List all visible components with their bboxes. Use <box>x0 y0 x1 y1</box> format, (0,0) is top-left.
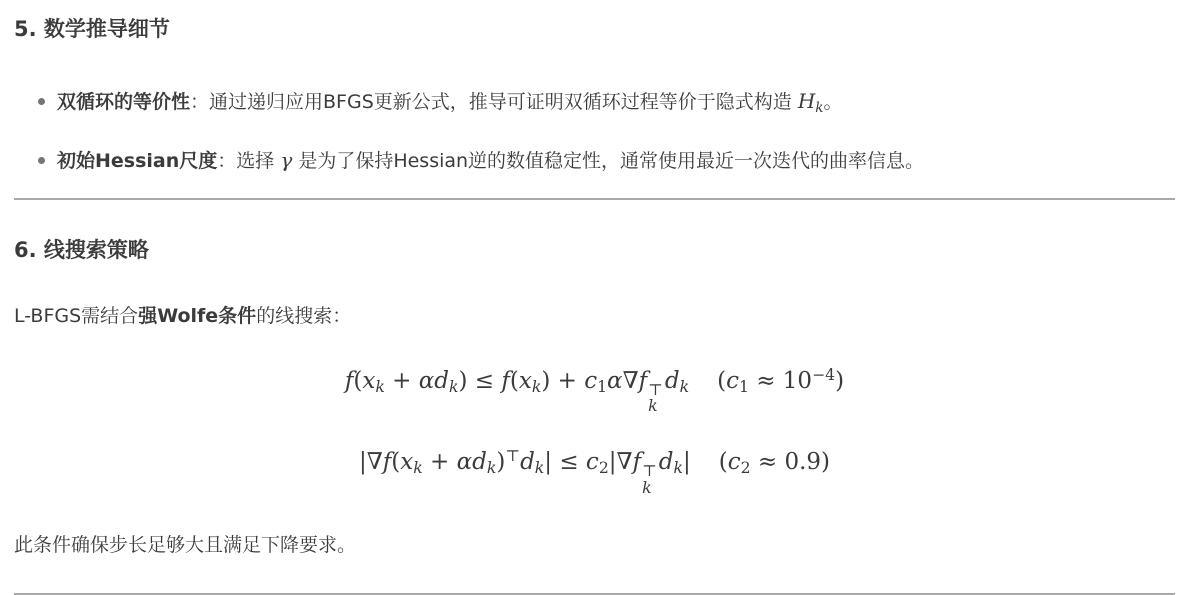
note-paragraph: 此条件确保步长足够大且满足下降要求。 <box>14 534 357 557</box>
wolfe-condition-formula-1: f(xk + αdk) ≤ f(xk) + c1α∇f ⊤ k dk $(c1 \approx 10^{-4})$ <box>344 364 845 416</box>
bullet-text: ：选择 <box>217 149 281 172</box>
wolfe-condition-formula-2: |∇f(xk + αdk)⊤dk| ≤ c2|∇f ⊤ k dk| (c2 ≈ 0.9) <box>358 446 831 497</box>
bullet-term: 双循环的等价性 <box>57 91 191 113</box>
intro-post: 的线搜索： <box>256 304 352 327</box>
intro-bold: 强Wolfe条件 <box>138 304 257 327</box>
bullet-text-tail: 是为了保持Hessian逆的数值稳定性，通常使用最近一次迭代的曲率信息。 <box>292 149 925 172</box>
derivation-notes-list <box>14 86 1175 176</box>
list-item-initial-hessian <box>38 145 1175 176</box>
section-6-heading: 6. 线搜索策略 <box>14 237 149 262</box>
section-divider <box>14 198 1175 200</box>
bullet-text: ：通过递归应用BFGS更新公式，推导可证明双循环过程等价于隐式构造 <box>190 91 798 113</box>
section-5-heading: 5. 数学推导细节 <box>14 17 170 41</box>
intro-paragraph <box>14 301 1175 331</box>
bullet-text-tail: 。 <box>823 91 843 113</box>
inline-math-Hk: Hk <box>797 89 824 116</box>
intro-pre: L-BFGS需结合 <box>14 304 139 327</box>
inline-math-gamma: γ <box>280 147 293 172</box>
bullet-term: 初始Hessian尺度 <box>57 149 218 172</box>
list-item-double-loop <box>38 86 1175 123</box>
